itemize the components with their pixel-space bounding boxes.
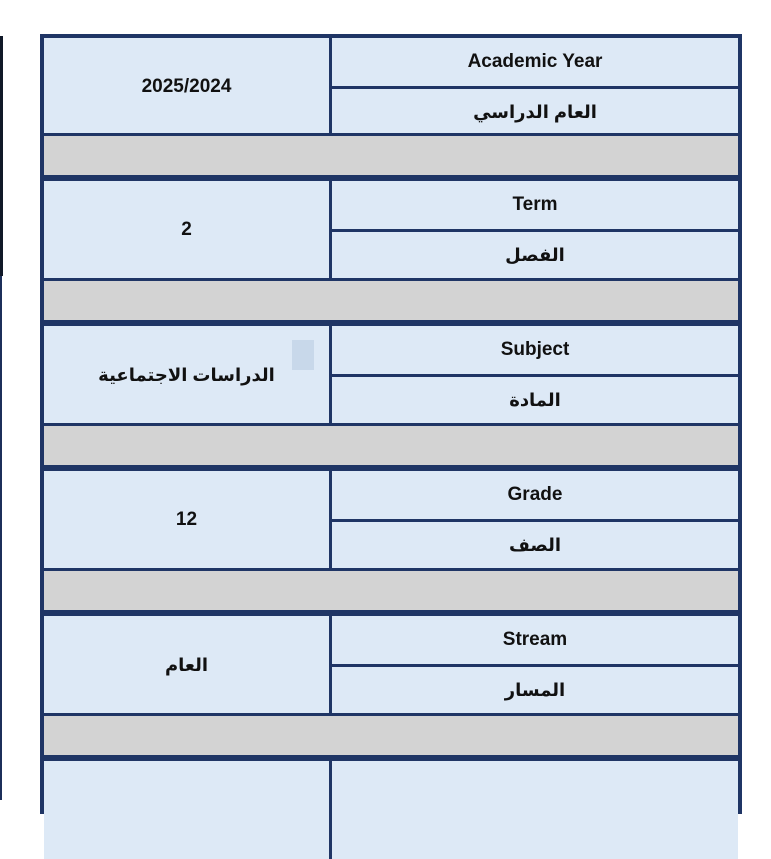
row-spacer bbox=[44, 423, 738, 468]
academic-year-label-en: Academic Year bbox=[332, 38, 738, 86]
table-row-grade bbox=[44, 471, 738, 569]
row-spacer bbox=[44, 133, 738, 178]
row-spacer bbox=[44, 278, 738, 323]
term-labels bbox=[332, 181, 738, 279]
subject-label-ar: المادة bbox=[332, 374, 738, 425]
grade-label-en: Grade bbox=[332, 471, 738, 519]
empty-labels bbox=[332, 761, 738, 859]
row-spacer bbox=[44, 568, 738, 613]
term-value: 2 bbox=[44, 181, 332, 279]
grade-labels bbox=[332, 471, 738, 569]
subject-value: الدراسات الاجتماعية bbox=[44, 326, 332, 424]
grade-label-ar: الصف bbox=[332, 519, 738, 570]
page-edge-line-lower bbox=[0, 276, 2, 800]
stream-label-ar: المسار bbox=[332, 664, 738, 715]
academic-year-value: 2025/2024 bbox=[44, 38, 332, 136]
subject-labels bbox=[332, 326, 738, 424]
table-row-academic-year bbox=[44, 38, 738, 136]
info-table bbox=[40, 34, 742, 814]
table-row-subject bbox=[44, 326, 738, 424]
academic-year-label-ar: العام الدراسي bbox=[332, 86, 738, 137]
table-row-term bbox=[44, 181, 738, 279]
grade-value: 12 bbox=[44, 471, 332, 569]
empty-value-cell bbox=[44, 761, 332, 859]
term-label-en: Term bbox=[332, 181, 738, 229]
stream-labels bbox=[332, 616, 738, 714]
subject-label-en: Subject bbox=[332, 326, 738, 374]
stream-value: العام bbox=[44, 616, 332, 714]
stream-label-en: Stream bbox=[332, 616, 738, 664]
empty-label-cell bbox=[332, 761, 738, 859]
academic-year-labels bbox=[332, 38, 738, 136]
table-row-stream bbox=[44, 616, 738, 714]
table-row-empty bbox=[44, 761, 738, 859]
term-label-ar: الفصل bbox=[332, 229, 738, 280]
page-edge-line bbox=[0, 36, 3, 276]
row-spacer bbox=[44, 713, 738, 758]
